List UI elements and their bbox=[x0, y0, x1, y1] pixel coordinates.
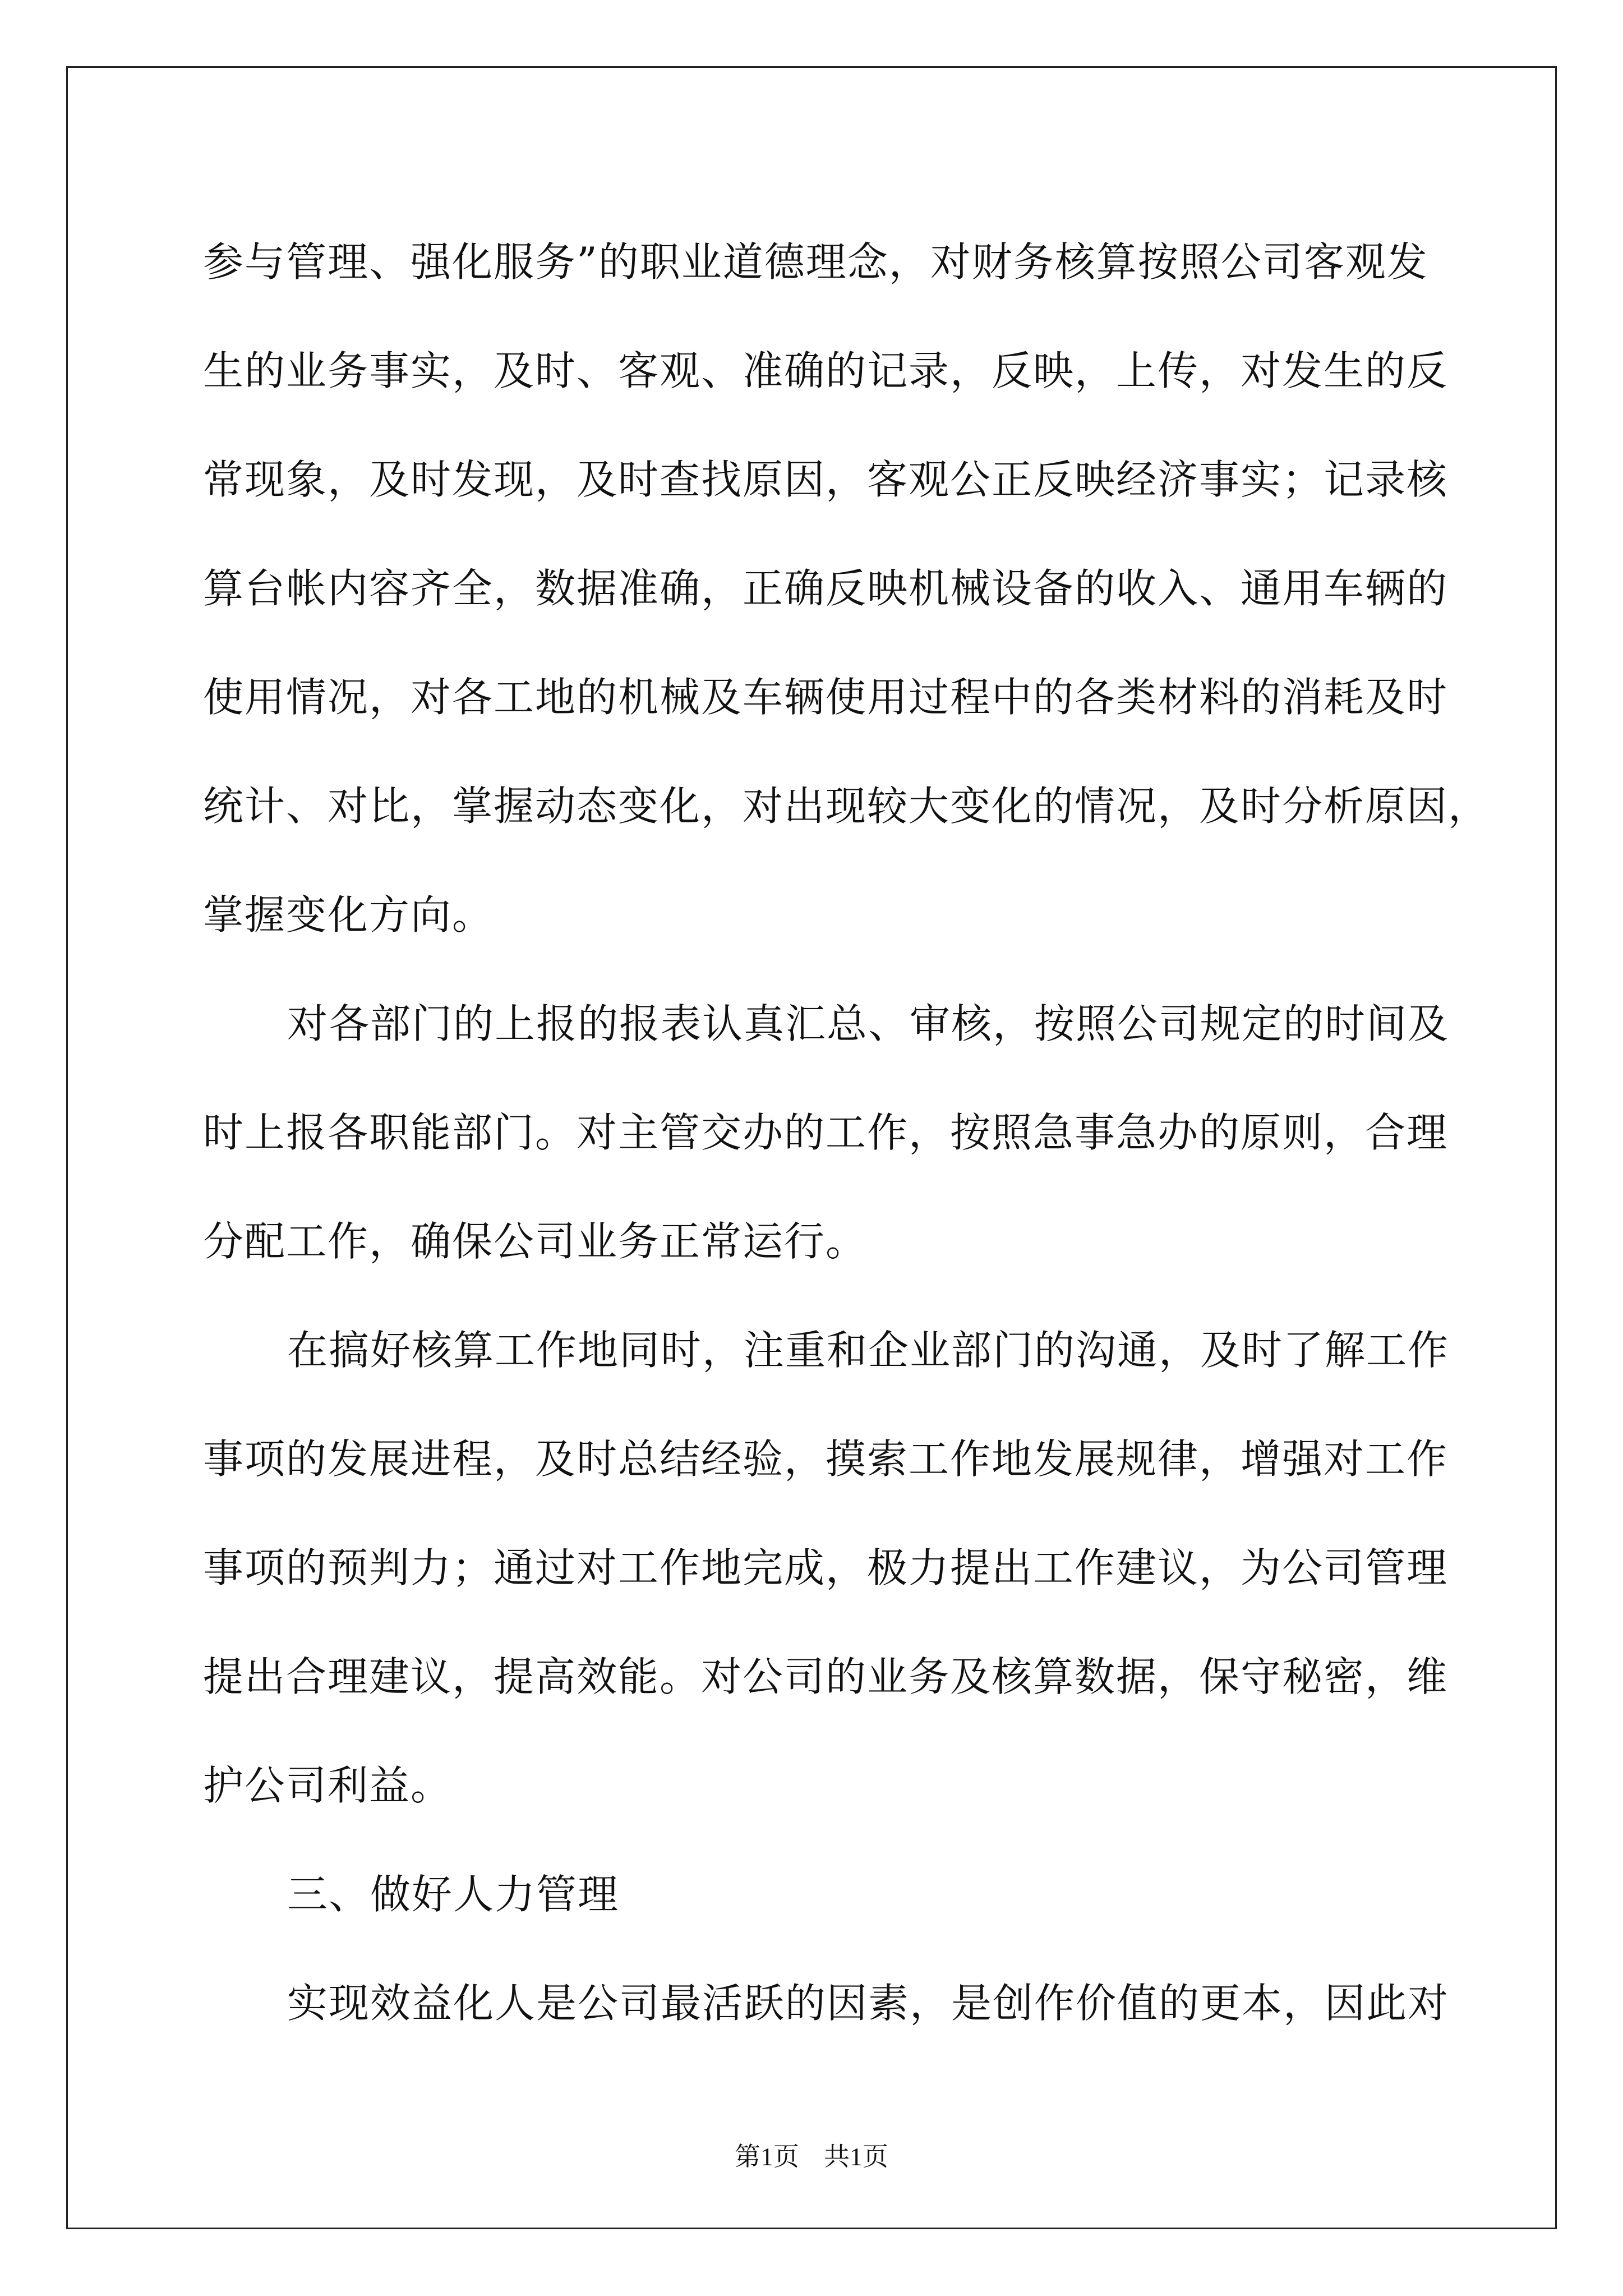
text-line: 使用情况，对各工地的机械及车辆使用过程中的各类材料的消耗及时 bbox=[203, 674, 1449, 721]
section-heading: 三、做好人力管理 bbox=[287, 1871, 620, 1918]
text-line: 分配工作，确保公司业务正常运行。 bbox=[203, 1218, 868, 1265]
text-line: 事项的发展进程，及时总结经验，摸索工作地发展规律，增强对工作 bbox=[203, 1435, 1449, 1483]
text-line: 护公司利益。 bbox=[203, 1762, 453, 1809]
paragraph-start-line: 在搞好核算工作地同时，注重和企业部门的沟通，及时了解工作 bbox=[287, 1327, 1450, 1374]
text-line: 时上报各职能部门。对主管交办的工作，按照急事急办的原则，合理 bbox=[203, 1109, 1449, 1156]
text-line: 掌握变化方向。 bbox=[203, 891, 494, 938]
text-line: 参与管理、强化服务”的职业道德理念，对财务核算按照公司客观发 bbox=[203, 238, 1428, 286]
text-line: 常现象，及时发现，及时查找原因，客观公正反映经济事实；记录核 bbox=[203, 456, 1449, 503]
text-line: 事项的预判力；通过对工作地完成，极力提出工作建议，为公司管理 bbox=[203, 1544, 1449, 1591]
text-line: 生的业务事实，及时、客观、准确的记录，反映，上传，对发生的反 bbox=[203, 347, 1449, 394]
text-line: 算台帐内容齐全，数据准确，正确反映机械设备的收入、通用车辆的 bbox=[203, 565, 1449, 612]
page-number-total: 共1页 bbox=[824, 2142, 888, 2171]
paragraph-start-line: 实现效益化人是公司最活跃的因素，是创作价值的更本，因此对 bbox=[287, 1980, 1450, 2027]
document-body bbox=[203, 208, 1490, 2058]
page-footer bbox=[0, 2136, 1623, 2173]
paragraph-start-line: 对各部门的上报的报表认真汇总、审核，按照公司规定的时间及 bbox=[287, 1000, 1450, 1047]
text-line: 统计、对比，掌握动态变化，对出现较大变化的情况，及时分析原因， bbox=[203, 783, 1490, 830]
text-line: 提出合理建议，提高效能。对公司的业务及核算数据，保守秘密，维 bbox=[203, 1653, 1449, 1700]
page-number-current: 第1页 bbox=[735, 2142, 799, 2171]
